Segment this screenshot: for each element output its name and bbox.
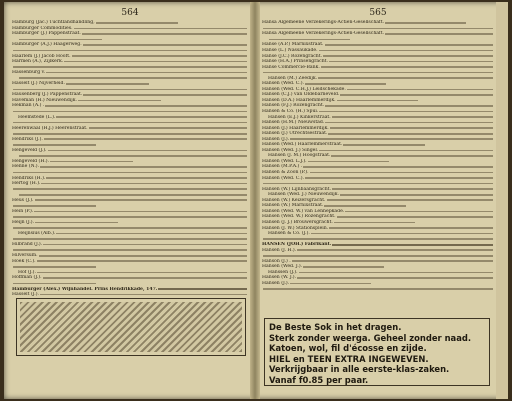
entry-text: Harmen (A.), Zijlkerk. (12, 59, 64, 65)
advertisement-line: HIEL en TEEN EXTRA INGEWEVEN. (269, 353, 429, 364)
entry-illegible-text (39, 255, 247, 257)
entry-text: Hanssen (J.). (268, 269, 298, 275)
entry-text: Hoek (C.). (12, 258, 36, 264)
entry-illegible-text (269, 39, 350, 41)
entry-illegible-text (318, 77, 493, 79)
right-entry-list (262, 20, 494, 292)
entry-text: Hansen (Wed.) Haarlemmerstraat. (262, 142, 343, 148)
entry-text: Heijnsius (Alb.). (18, 231, 56, 237)
entry-illegible-text (72, 55, 247, 57)
entry-text: Hekman (A.) . (12, 103, 45, 109)
entry-text: Hansen (H.M.) Nieuwstad. (262, 120, 325, 126)
entry-illegible-text (35, 199, 247, 201)
entry-illegible-text (13, 172, 247, 174)
entry-illegible-text (347, 89, 493, 91)
entry-illegible-text (305, 83, 386, 85)
entry-illegible-text (329, 61, 493, 63)
left-entry-list (12, 20, 248, 297)
entry-text: HANSEN (JOH.) Fabrikant. (262, 242, 332, 248)
entry-illegible-text (43, 244, 247, 246)
entry-text: Hansen (J.). (262, 136, 290, 142)
entry-illegible-text (56, 116, 247, 118)
entry-text: Hansen (M.) Zeedijk. (268, 75, 318, 81)
entry-illegible-text (385, 22, 466, 24)
entry-illegible-text (35, 222, 118, 224)
entry-illegible-text (56, 233, 247, 235)
entry-illegible-text (13, 249, 247, 251)
entry-text: Hansen (Wed. J.). (262, 264, 303, 270)
entry-illegible-text (321, 66, 493, 68)
entry-illegible-text (19, 194, 247, 196)
entry-text: Hasselt (J.). (12, 292, 39, 298)
entry-text: Hansen (J.) Haarlemmerdijk. (262, 125, 329, 131)
entry-illegible-text (332, 244, 493, 246)
entry-text: Hilbrand (J.). (12, 242, 43, 248)
entry-illegible-text (325, 122, 493, 124)
advertisement-line: Verkrijgbaar in alle eerste-klas-zaken. (269, 364, 450, 375)
advertisement-line: Katoen, wol, fil d'écosse en zijde. (269, 343, 427, 354)
entry-text: Hansen (Wed. J.) Singel. (262, 147, 319, 153)
entry-illegible-text (263, 72, 493, 74)
entry-illegible-text (325, 44, 493, 46)
entry-illegible-text (19, 39, 102, 41)
entry-text: Hanse (H.A.) Prinsengracht. (262, 59, 328, 65)
right-page (262, 2, 494, 399)
entry-illegible-text (45, 105, 247, 107)
entry-illegible-text (263, 255, 493, 257)
page-number-right: 565 (369, 8, 387, 18)
entry-illegible-text (319, 111, 493, 113)
entry-illegible-text (328, 133, 493, 135)
entry-illegible-text (263, 28, 493, 30)
entry-illegible-text (334, 222, 415, 224)
entry-illegible-text (332, 188, 493, 190)
entry-text: Hanse (A.P.) Marnixstraat. (262, 42, 324, 48)
entry-text: Hansen (E.J.) Kinkerstraat. (268, 114, 331, 120)
entry-text: Hanse Commercie-Bank. (262, 64, 320, 70)
entry-text: Hansen & Co. (J.). (268, 231, 310, 237)
entry-illegible-text (329, 227, 493, 229)
entry-illegible-text (13, 133, 247, 135)
entry-illegible-text (340, 194, 493, 196)
entry-illegible-text (330, 127, 493, 129)
entry-illegible-text (89, 127, 247, 129)
page-edges (496, 2, 508, 399)
entry-text: Haarlem (J.) Jacob Hooft. (12, 53, 71, 59)
entry-illegible-text (323, 55, 493, 57)
entry-text: Hansen (W.) Keizersgracht. (262, 197, 326, 203)
entry-illegible-text (19, 155, 247, 157)
entry-illegible-text (66, 83, 149, 85)
entry-illegible-text (78, 100, 161, 102)
entry-text: Hansen (J. H.). (262, 247, 297, 253)
entry-text: Hansen (Wed. W.) Rozengracht. (262, 214, 336, 220)
entry-text: Hengeveld (J.). (12, 147, 47, 153)
entry-illegible-text (332, 116, 493, 118)
entry-text: Hilversum. (12, 253, 38, 259)
advertisement-artwork (20, 302, 242, 352)
entry-illegible-text (297, 277, 493, 279)
entry-text: Hasselt (J.) Nijverheid. (12, 81, 65, 87)
entry-text: Hansen (M.P.A.) . (262, 164, 303, 170)
entry-illegible-text (319, 150, 493, 152)
entry-text: Hansen (Wed. J.) Nieuwendijk. (268, 192, 339, 198)
entry-illegible-text (19, 77, 247, 79)
advertisement-line: De Beste Sok in het dragen. (269, 322, 402, 332)
entry-illegible-text (340, 94, 493, 96)
entry-illegible-text (263, 288, 493, 290)
advertisement-line: Vanaf f0.85 per paar. (269, 374, 369, 385)
entry-illegible-text (345, 211, 493, 213)
entry-illegible-text (290, 138, 493, 140)
book-spread (4, 2, 508, 399)
entry-illegible-text (13, 89, 247, 91)
entry-illegible-text (13, 205, 96, 207)
entry-text: Hansen (J. J.) Brouwersgracht. (262, 219, 333, 225)
entry-illegible-text (13, 66, 247, 68)
entry-text: Hamburger (A.J.) Haagerweg. (12, 42, 82, 48)
page-number-left: 564 (121, 8, 139, 18)
entry-illegible-text (13, 50, 247, 52)
entry-illegible-text (337, 100, 418, 102)
entry-text: Henne (N.). (12, 164, 40, 170)
entry-illegible-text (303, 166, 493, 168)
entry-illegible-text (46, 72, 247, 74)
entry-illegible-text (64, 61, 247, 63)
entry-text: Hengeveld (H.). (12, 158, 50, 164)
entry-illegible-text (82, 33, 247, 35)
entry-text: Hansen (J.) Utrechtsestraat. (262, 131, 328, 137)
entry-text: Heemstede (L.). (18, 114, 56, 120)
entry-illegible-text (311, 233, 493, 235)
entry-text: Hamburger (J.) Pappenstraat. (12, 31, 81, 37)
entry-illegible-text (41, 183, 247, 185)
entry-text: Hansen & Zoon (P.). (262, 170, 309, 176)
directory-entry (262, 286, 494, 292)
entry-illegible-text (343, 144, 424, 146)
directory-entry (12, 292, 248, 298)
entry-text: Hansen (J.). (262, 280, 290, 286)
entry-illegible-text (13, 238, 247, 240)
entry-illegible-text (44, 138, 247, 140)
entry-illegible-text (310, 172, 493, 174)
advertisement-line: Sterk zonder weerga. Geheel zonder naad. (269, 332, 472, 343)
entry-text: Hendriks (J.). (12, 136, 43, 142)
entry-text: Hansen (W.) Marnixstraat. (262, 203, 324, 209)
entry-text: Haveman (H.) Nieuwendijk. (12, 97, 77, 103)
right-advertisement (264, 318, 490, 386)
entry-illegible-text (308, 161, 389, 163)
entry-illegible-text (13, 188, 247, 190)
entry-text: Hansen (Wed. C.H.J.) Leidschekade. (262, 86, 346, 92)
entry-text: Hof (J.). (18, 269, 36, 275)
entry-illegible-text (43, 277, 247, 279)
entry-illegible-text (46, 177, 247, 179)
entry-illegible-text (303, 266, 384, 268)
entry-illegible-text (327, 199, 493, 201)
entry-illegible-text (37, 272, 247, 274)
entry-text: Hansen (J. M.) Hoogstraat. (268, 153, 331, 159)
entry-text: Hansen & Co. (H.) Spui. (262, 109, 319, 115)
entry-illegible-text (319, 50, 493, 52)
entry-illegible-text (13, 216, 247, 218)
entry-illegible-text (337, 216, 493, 218)
entry-illegible-text (83, 44, 247, 46)
entry-text: Hansen (Wed. L.J.). (262, 158, 307, 164)
entry-illegible-text (297, 249, 493, 251)
entry-illegible-text (158, 288, 247, 290)
entry-illegible-text (292, 260, 493, 262)
entry-illegible-text (48, 150, 247, 152)
entry-illegible-text (37, 260, 247, 262)
entry-illegible-text (13, 122, 247, 124)
entry-illegible-text (83, 94, 247, 96)
page-gutter (250, 2, 260, 399)
entry-text: Hansen (D.A.) Haarlemmerdijk. (262, 97, 336, 103)
entry-illegible-text (331, 155, 493, 157)
left-advertisement (16, 298, 246, 356)
entry-illegible-text (40, 294, 247, 296)
entry-text: Hansen (J. W.) Stationsplein. (262, 225, 329, 231)
entry-illegible-text (385, 33, 493, 35)
entry-text: Hamburger Commodities. (12, 25, 73, 31)
entry-illegible-text (290, 283, 371, 285)
entry-illegible-text (13, 144, 96, 146)
entry-illegible-text (325, 105, 493, 107)
entry-illegible-text (50, 161, 133, 163)
entry-text: Hansen (Wed. C.). (262, 81, 304, 87)
entry-text: Hein (P.). (12, 208, 34, 214)
entry-text: Hanson (J.) . (262, 258, 291, 264)
entry-text: Hendriks (H.). (12, 175, 46, 181)
entry-illegible-text (299, 272, 493, 274)
entry-illegible-text (13, 283, 96, 285)
entry-text: Hansen (C.J.) van Oldebarneveld. (262, 92, 340, 98)
entry-illegible-text (13, 227, 247, 229)
entry-illegible-text (40, 166, 247, 168)
entry-text: Heijn (J.). (12, 219, 35, 225)
entry-illegible-text (263, 238, 493, 240)
entry-text: Heus (J.). (12, 197, 34, 203)
entry-illegible-text (305, 177, 493, 179)
entry-text: Hansen (W.) Lijnbaansgracht. (262, 186, 331, 192)
entry-illegible-text (263, 183, 493, 185)
entry-text: Hamburg (Jac.) Tuchtlandhandling, (12, 20, 95, 26)
entry-illegible-text (324, 205, 405, 207)
entry-text: Hansen (W. J.). (262, 275, 297, 281)
entry-illegible-text (34, 211, 247, 213)
entry-text: Hansen (Wed. W.) van Lennepkade. (262, 208, 345, 214)
entry-text: Hanse (L.) Nassaukade. (262, 48, 318, 53)
entry-text: Heerenwaal (H.J.) Heerenstraat. (12, 125, 88, 131)
entry-text: Hanse (J.C.) Rozengracht. (262, 53, 323, 59)
entry-text: Hansa Algemeene Verzekerings-Actien-Gesellschaft. (262, 20, 385, 26)
entry-text: Hoffman (J.). (12, 275, 42, 281)
entry-text: Hassenburg v. (12, 70, 46, 76)
entry-text: Hansen (F.J.) Rozengracht. (262, 103, 325, 109)
entry-text: Hertog (H.). (12, 181, 41, 187)
entry-illegible-text (13, 111, 247, 113)
entry-text: Hausenberg (J.) Pappenstraat. (12, 92, 83, 98)
entry-illegible-text (13, 266, 96, 268)
entry-illegible-text (96, 22, 179, 24)
entry-text: Hamburger (Alex.) Wijnhandel. Prins Hendrikkade, 147. (12, 286, 158, 292)
left-page (12, 2, 248, 399)
entry-text: Hansa Algemeene Verzekerings-Actien-Gesellschaft. (262, 31, 385, 37)
entry-illegible-text (74, 28, 247, 30)
entry-text: Hansen (Wed. C.). (262, 175, 304, 181)
